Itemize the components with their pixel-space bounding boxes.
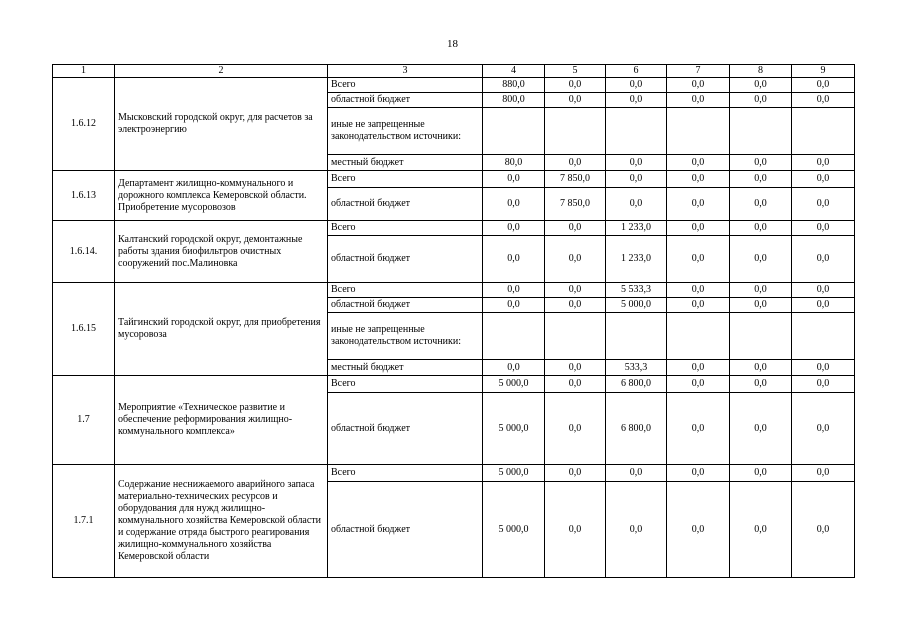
page-number: 18 [447,38,458,50]
value-cell: 0,0 [792,376,855,393]
value-cell: 5 000,0 [483,482,545,578]
value-cell: 0,0 [545,482,606,578]
value-cell: 0,0 [792,236,855,283]
value-cell: 0,0 [545,298,606,313]
value-cell [545,108,606,155]
value-cell: 0,0 [792,171,855,188]
row-code: 1.7.1 [53,465,115,578]
value-cell: 0,0 [667,171,730,188]
value-cell: 0,0 [730,376,792,393]
table-row [53,283,855,298]
value-cell: 0,0 [792,93,855,108]
column-header: 5 [545,65,606,78]
value-cell: 533,3 [606,360,667,376]
value-cell: 0,0 [545,283,606,298]
value-cell: 0,0 [483,188,545,221]
table-row [53,78,855,93]
value-cell: 0,0 [730,482,792,578]
value-cell: 0,0 [792,298,855,313]
value-cell: 0,0 [730,393,792,465]
funding-source: Всего [328,171,483,188]
value-cell: 0,0 [730,298,792,313]
value-cell: 0,0 [667,482,730,578]
value-cell: 0,0 [667,236,730,283]
value-cell: 0,0 [606,171,667,188]
row-name: Департамент жилищно-коммунального и дорожного комплекса Кемеровской области. Приобретение мусоровозов [115,171,328,221]
value-cell [483,108,545,155]
value-cell: 0,0 [667,283,730,298]
value-cell: 0,0 [792,393,855,465]
funding-source: иные не запрещенные законодательством источники: [328,108,483,155]
value-cell: 0,0 [606,93,667,108]
value-cell: 5 000,0 [483,376,545,393]
value-cell: 0,0 [667,465,730,482]
value-cell: 0,0 [667,393,730,465]
value-cell: 0,0 [792,221,855,236]
value-cell: 0,0 [667,360,730,376]
value-cell: 0,0 [545,393,606,465]
value-cell: 1 233,0 [606,236,667,283]
row-name: Тайгинский городской округ, для приобретения мусоровоза [115,283,328,376]
funding-source: областной бюджет [328,482,483,578]
row-code: 1.6.13 [53,171,115,221]
value-cell: 0,0 [545,465,606,482]
header-row [53,65,855,78]
column-header: 1 [53,65,115,78]
value-cell: 6 800,0 [606,393,667,465]
value-cell: 0,0 [730,236,792,283]
row-name: Мысковский городской округ, для расчетов за электроэнергию [115,78,328,171]
value-cell: 0,0 [792,283,855,298]
funding-source: областной бюджет [328,393,483,465]
value-cell: 0,0 [730,283,792,298]
column-header: 3 [328,65,483,78]
funding-source: иные не запрещенные законодательством источники: [328,313,483,360]
funding-source: областной бюджет [328,93,483,108]
column-header: 6 [606,65,667,78]
value-cell: 6 800,0 [606,376,667,393]
value-cell: 0,0 [667,93,730,108]
value-cell: 880,0 [483,78,545,93]
value-cell: 0,0 [730,188,792,221]
budget-table [52,64,855,578]
funding-source: областной бюджет [328,236,483,283]
funding-source: областной бюджет [328,188,483,221]
value-cell: 5 000,0 [606,298,667,313]
value-cell: 0,0 [545,221,606,236]
column-header: 7 [667,65,730,78]
value-cell: 0,0 [792,188,855,221]
value-cell: 0,0 [730,465,792,482]
value-cell: 0,0 [792,360,855,376]
value-cell: 800,0 [483,93,545,108]
column-header: 2 [115,65,328,78]
value-cell [667,313,730,360]
value-cell: 0,0 [545,360,606,376]
value-cell: 7 850,0 [545,188,606,221]
value-cell: 0,0 [667,221,730,236]
table-row [53,171,855,188]
value-cell: 80,0 [483,155,545,171]
funding-source: Всего [328,78,483,93]
value-cell: 0,0 [667,188,730,221]
value-cell: 0,0 [483,283,545,298]
column-header: 8 [730,65,792,78]
table-row [53,465,855,482]
value-cell: 0,0 [667,298,730,313]
value-cell [730,313,792,360]
column-header: 9 [792,65,855,78]
value-cell: 0,0 [483,236,545,283]
value-cell: 5 533,3 [606,283,667,298]
value-cell: 0,0 [730,171,792,188]
value-cell: 0,0 [606,78,667,93]
value-cell: 0,0 [606,482,667,578]
row-code: 1.7 [53,376,115,465]
row-name: Калтанский городской округ, демонтажные работы здания биофильтров очистных сооружений пос.Малиновка [115,221,328,283]
value-cell: 0,0 [483,298,545,313]
value-cell: 0,0 [483,221,545,236]
funding-source: Всего [328,221,483,236]
value-cell: 1 233,0 [606,221,667,236]
value-cell: 0,0 [545,78,606,93]
value-cell [792,313,855,360]
funding-source: местный бюджет [328,360,483,376]
value-cell [545,313,606,360]
table-row [53,376,855,393]
row-name: Мероприятие «Техническое развитие и обеспечение реформирования жилищно-коммунального комплекса» [115,376,328,465]
table-row [53,221,855,236]
value-cell [483,313,545,360]
column-header: 4 [483,65,545,78]
value-cell: 5 000,0 [483,465,545,482]
value-cell: 0,0 [667,155,730,171]
row-code: 1.6.15 [53,283,115,376]
funding-source: областной бюджет [328,298,483,313]
value-cell: 0,0 [792,78,855,93]
funding-source: Всего [328,465,483,482]
value-cell: 7 850,0 [545,171,606,188]
funding-source: Всего [328,283,483,298]
row-code: 1.6.12 [53,78,115,171]
value-cell: 0,0 [545,93,606,108]
value-cell: 0,0 [730,155,792,171]
value-cell: 0,0 [483,171,545,188]
value-cell: 0,0 [545,155,606,171]
value-cell: 0,0 [730,221,792,236]
table-body [53,78,855,578]
value-cell [606,108,667,155]
funding-source: местный бюджет [328,155,483,171]
value-cell: 0,0 [792,465,855,482]
row-name: Содержание неснижаемого аварийного запаса материально-технических ресурсов и оборудования для нужд жилищно-коммунального хозяйства Кемеровской области и содержание отряда быстрого реагирования жилищно-коммунального хозяйства Кемеровской области [115,465,328,578]
value-cell: 0,0 [545,236,606,283]
funding-source: Всего [328,376,483,393]
value-cell: 0,0 [667,376,730,393]
row-code: 1.6.14. [53,221,115,283]
value-cell: 0,0 [792,482,855,578]
value-cell [667,108,730,155]
value-cell: 0,0 [606,188,667,221]
value-cell: 0,0 [545,376,606,393]
value-cell: 0,0 [483,360,545,376]
value-cell: 0,0 [606,465,667,482]
value-cell: 0,0 [667,78,730,93]
value-cell: 0,0 [730,93,792,108]
value-cell: 0,0 [730,360,792,376]
value-cell: 0,0 [730,78,792,93]
value-cell [606,313,667,360]
value-cell [730,108,792,155]
value-cell: 0,0 [606,155,667,171]
value-cell: 5 000,0 [483,393,545,465]
value-cell [792,108,855,155]
value-cell: 0,0 [792,155,855,171]
